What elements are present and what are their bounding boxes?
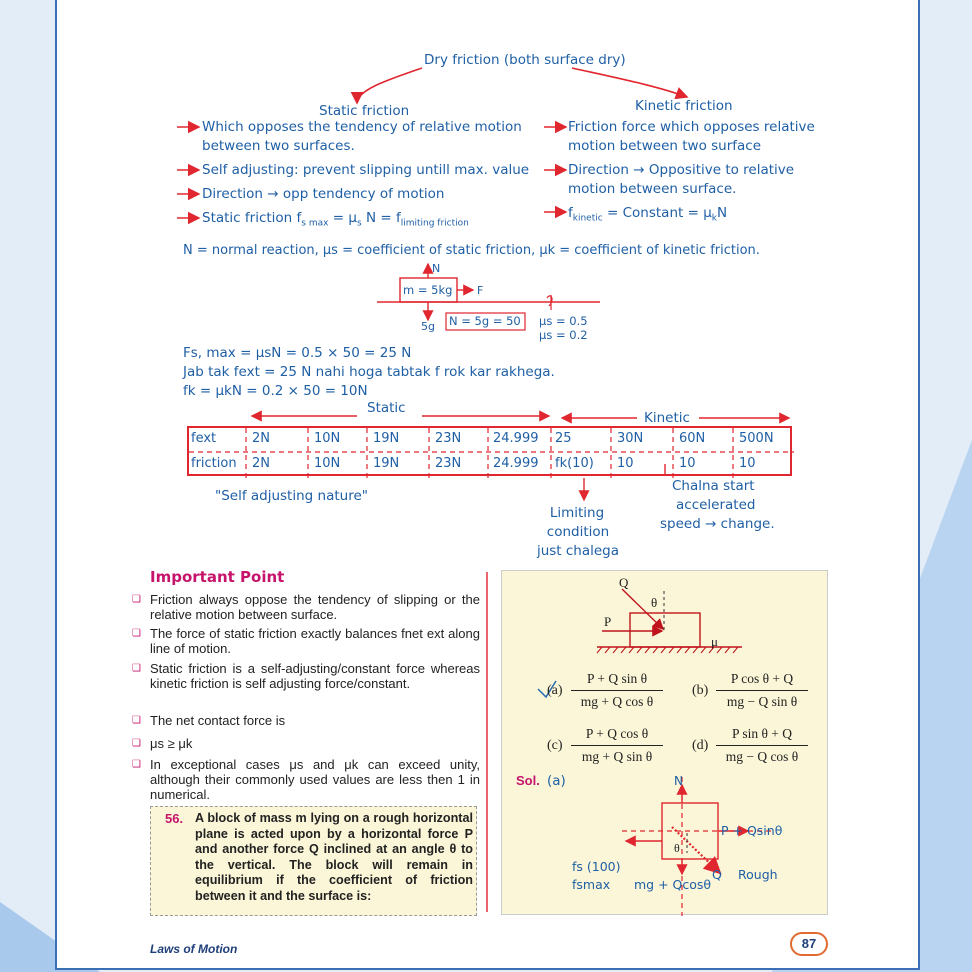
kinetic-point-3: $f_{kinetic}$ = Constant = $\mu_kN$ bbox=[568, 205, 728, 224]
table-row-fext bbox=[189, 428, 790, 452]
important-title: Important Point bbox=[150, 568, 285, 586]
sol-N-label: N bbox=[674, 774, 683, 788]
static-point-2: Self adjusting: prevent slipping untill max. value bbox=[202, 162, 530, 178]
table-cell: 24.999 bbox=[493, 456, 539, 471]
table-cell: 10 bbox=[739, 456, 756, 471]
limiting-note-3: just chalega bbox=[536, 543, 620, 559]
option-d-label[interactable]: (d) bbox=[692, 738, 709, 753]
fig-Q-label: Q bbox=[619, 575, 629, 590]
chalna-note-3: speed → change. bbox=[660, 516, 775, 532]
static-point-4: Static friction $f_{s max} = \mu_s$ $N = f_{limiting friction}$ bbox=[202, 210, 469, 229]
root-label: Dry friction (both surface dry) bbox=[424, 52, 626, 68]
normal-value: N = 5g = 50 bbox=[449, 314, 521, 328]
important-point: ❏ The net contact force is bbox=[150, 713, 480, 728]
table-cell: 2N bbox=[252, 431, 270, 446]
textbook-page bbox=[55, 0, 920, 970]
table-cell: 19N bbox=[373, 456, 400, 471]
sol-theta-label: θ bbox=[674, 841, 680, 855]
important-point: ❏ Static friction is a self-adjusting/constant force whereas kinetic friction is self adjusting force/constant. bbox=[150, 661, 480, 691]
table-cell: 23N bbox=[435, 456, 462, 471]
static-point-3: Direction → opp tendency of motion bbox=[202, 186, 445, 202]
kinetic-point-1b: motion between two surface bbox=[568, 138, 762, 154]
block-N-label: N bbox=[432, 262, 441, 275]
static-label: Static bbox=[367, 400, 406, 416]
sol-down-label: mg + Qcosθ bbox=[634, 877, 712, 892]
row-head-fext: fext bbox=[191, 431, 217, 446]
sol-Q-label: Q bbox=[712, 867, 722, 882]
kinetic-point-1: Friction force which opposes relative bbox=[568, 119, 815, 135]
solution-label: Sol. bbox=[516, 773, 540, 788]
static-point-1: Which opposes the tendency of relative motion bbox=[202, 119, 522, 135]
option-c-fraction: $\frac{\text{P + Q cos θ}}{\text{mg + Q sin θ}}$ bbox=[571, 726, 663, 765]
table-cell: 10N bbox=[314, 431, 341, 446]
fig-theta-label: θ bbox=[651, 595, 658, 610]
arrow-to-static bbox=[357, 68, 422, 103]
sol-fs-label: fs (100) bbox=[572, 859, 621, 874]
page-number: 87 bbox=[790, 932, 828, 956]
limiting-note-2: condition bbox=[546, 524, 610, 540]
mu-k-value: μs = 0.2 bbox=[539, 328, 588, 342]
fig-P-label: P bbox=[604, 614, 612, 629]
block-mass-label: m = 5kg bbox=[403, 283, 453, 297]
important-point: ❏ The force of static friction exactly balances fnet ext along line of motion. bbox=[150, 626, 480, 656]
option-b-label[interactable]: (b) bbox=[692, 683, 709, 698]
table-cell: 24.999 bbox=[493, 431, 539, 446]
block-F-label: F bbox=[477, 284, 484, 297]
kinetic-label: Kinetic bbox=[644, 410, 690, 426]
kinetic-point-2b: motion between surface. bbox=[568, 181, 737, 197]
kinetic-point-2: Direction → Oppositive to relative bbox=[568, 162, 795, 178]
calc-line-1: Fs, max = μsN = 0.5 × 50 = 25 N bbox=[183, 345, 412, 361]
option-b-fraction: $\frac{\text{P cos θ + Q}}{\text{mg − Q sin θ}}$ bbox=[716, 671, 808, 710]
option-d-fraction: $\frac{\text{P sin θ + Q}}{\text{mg − Q cos θ}}$ bbox=[716, 726, 808, 765]
option-a-fraction: $\frac{\text{P + Q sin θ}}{\text{mg + Q cos θ}}$ bbox=[571, 671, 663, 710]
question-text: A block of mass m lying on a rough horizontal plane is acted upon by a horizontal force P and another force Q inclined at an angle θ to the vertical. The block will remain in equilibrium if the coefficient of friction between it and the surface is: bbox=[195, 811, 473, 903]
table-cell: 60N bbox=[679, 431, 706, 446]
table-cell: 500N bbox=[739, 431, 774, 446]
question-number: 56. bbox=[165, 811, 184, 826]
question-box bbox=[150, 806, 477, 916]
table-cell: fk(10) bbox=[555, 456, 594, 471]
kinetic-title: Kinetic friction bbox=[635, 98, 733, 114]
block-5g-label: 5g bbox=[421, 320, 435, 333]
static-point-1b: between two surfaces. bbox=[202, 138, 355, 154]
sol-right-label: P + Qsinθ bbox=[721, 823, 783, 838]
table-cell: 25 bbox=[555, 431, 572, 446]
static-title: Static friction bbox=[319, 103, 410, 119]
fig-mu-label: μ bbox=[711, 634, 718, 649]
table-cell: 10N bbox=[314, 456, 341, 471]
table-cell: 2N bbox=[252, 456, 270, 471]
friction-table bbox=[187, 426, 792, 476]
calc-line-2: Jab tak fext = 25 N nahi hoga tabtak f rok kar rakhega. bbox=[183, 364, 555, 380]
option-c-label[interactable]: (c) bbox=[547, 738, 563, 753]
option-a-label[interactable]: (a) bbox=[547, 683, 563, 698]
chapter-footer: Laws of Motion bbox=[150, 942, 238, 956]
table-cell: 19N bbox=[373, 431, 400, 446]
table-cell: 10 bbox=[617, 456, 634, 471]
important-point: ❏ μs ≥ μk bbox=[150, 736, 480, 751]
definition-line: N = normal reaction, μs = coefficient of static friction, μk = coefficient of kinetic friction. bbox=[183, 243, 760, 258]
table-cell: 23N bbox=[435, 431, 462, 446]
table-cell: 30N bbox=[617, 431, 644, 446]
sol-rough-label: Rough bbox=[738, 867, 778, 882]
solution-box bbox=[501, 570, 828, 915]
mu-s-value: μs = 0.5 bbox=[539, 314, 588, 328]
table-cell: 10 bbox=[679, 456, 696, 471]
arrow-to-kinetic bbox=[572, 68, 687, 97]
limiting-note-1: Limiting bbox=[549, 505, 605, 521]
chalna-note-1: Chalna start bbox=[672, 478, 755, 494]
important-point: ❏ Friction always oppose the tendency of slipping or the relative motion between surface. bbox=[150, 592, 480, 622]
solution-answer: (a) bbox=[547, 773, 566, 789]
calc-line-3: fk = μkN = 0.2 × 50 = 10N bbox=[183, 383, 368, 399]
important-point: ❏ In exceptional cases μs and μk can exceed unity, although their commonly used values are less then 1 in numerical. bbox=[150, 757, 480, 802]
row-head-friction: friction bbox=[191, 456, 237, 471]
sol-fsmax-label: fsmax bbox=[572, 877, 611, 892]
self-adjust-note: "Self adjusting nature" bbox=[215, 488, 368, 504]
table-row-friction bbox=[189, 453, 790, 477]
chalna-note-2: accelerated bbox=[676, 497, 756, 513]
